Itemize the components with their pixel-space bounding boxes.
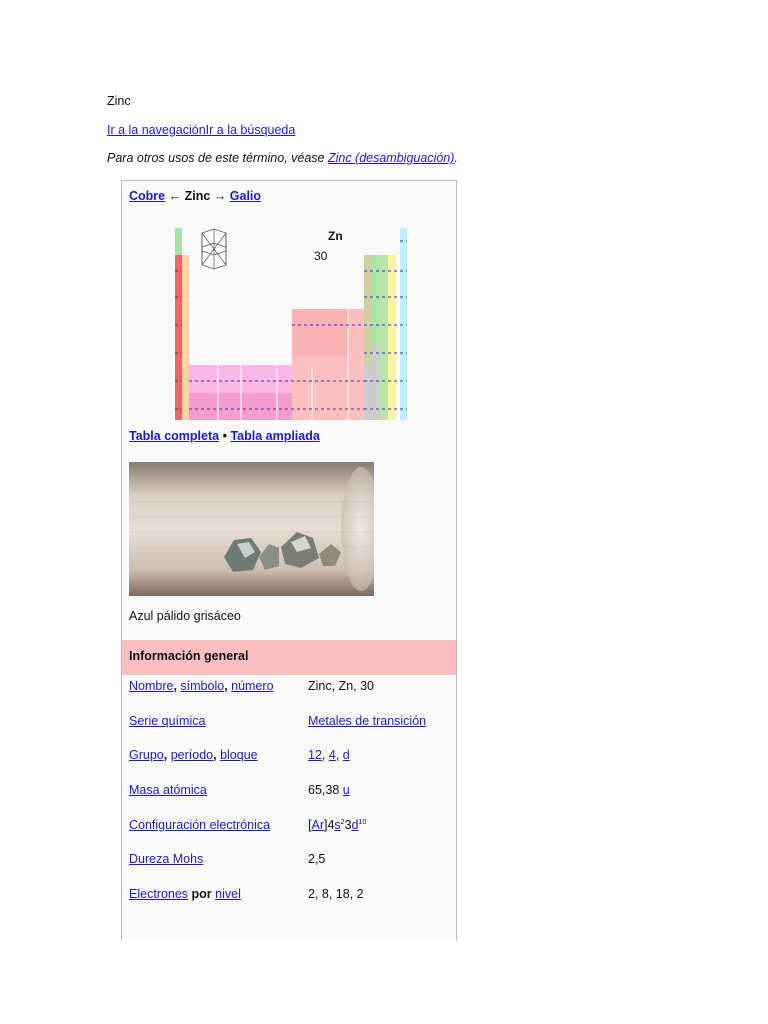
mohs-hardness-link[interactable]: Dureza Mohs: [129, 852, 204, 866]
atomic-mass-link[interactable]: Masa atómica: [129, 783, 207, 797]
row-label: Electrones por nivel: [129, 887, 241, 901]
group-link[interactable]: Grupo: [129, 748, 164, 762]
row-label: Nombre, símbolo, número: [129, 679, 274, 693]
element-infobox: [121, 180, 457, 941]
electron-config-value: $[Ar]4s^23d^{10}$: [308, 818, 367, 832]
row-chemical-series: [122, 714, 456, 738]
block-link[interactable]: bloque: [220, 748, 258, 762]
row-label: Grupo, período, bloque: [129, 748, 258, 762]
table-links: [129, 429, 320, 443]
transition-metals-link[interactable]: Metales de transición: [308, 714, 427, 728]
s-orbital-link[interactable]: s: [334, 818, 341, 832]
number-link[interactable]: número: [231, 679, 274, 693]
pt-h-cell: [175, 228, 182, 255]
period-value-link[interactable]: 4: [328, 748, 336, 762]
pt-noble-gas: [400, 228, 407, 420]
hatnote-suffix: .: [454, 151, 458, 165]
unit-link[interactable]: u: [342, 783, 350, 797]
row-value: [308, 783, 350, 797]
current-element: Zinc: [184, 189, 211, 203]
group-value-link[interactable]: 12: [308, 748, 322, 762]
shell-link[interactable]: nivel: [215, 887, 241, 901]
chemical-series-link[interactable]: Serie química: [129, 714, 206, 728]
full-table-link[interactable]: Tabla completa: [129, 429, 220, 443]
electron-config-link[interactable]: Configuración electrónica: [129, 818, 271, 832]
section-general-header: [122, 640, 456, 675]
sample-caption: Azul pálido grisáceo: [129, 609, 241, 623]
arrow-left-icon: ←: [168, 189, 182, 203]
bullet-separator: •: [222, 429, 227, 443]
row-atomic-mass: [122, 783, 456, 807]
element-navigation: [129, 189, 261, 203]
row-group-period-block: [122, 748, 456, 772]
periodic-table-minimap[interactable]: [122, 221, 456, 426]
row-name-symbol-number: [122, 679, 456, 703]
argon-link[interactable]: Ar: [311, 818, 324, 832]
pt-f-block-lower: [189, 393, 299, 420]
zinc-sample-photo[interactable]: [129, 462, 374, 596]
name-link[interactable]: Nombre: [129, 679, 174, 693]
prev-element-link[interactable]: Cobre: [129, 189, 166, 203]
row-value: Zinc, Zn, 30: [308, 679, 374, 693]
period-link[interactable]: período: [170, 748, 214, 762]
next-element-link[interactable]: Galio: [229, 189, 262, 203]
atomic-number: 30: [314, 249, 328, 263]
section-general-title: Información general: [129, 649, 249, 663]
row-value: 2,5: [308, 852, 326, 866]
d-orbital-link[interactable]: d: [351, 818, 359, 832]
hatnote-text: Para otros usos de este término, véase: [107, 151, 328, 165]
pt-alkali-column: [175, 255, 182, 420]
extended-table-link[interactable]: Tabla ampliada: [230, 429, 320, 443]
row-value: 12, 4, d: [308, 748, 350, 762]
disambiguation-link[interactable]: Zinc (desambiguación): [327, 151, 455, 165]
symbol-link[interactable]: símbolo: [180, 679, 225, 693]
page-title: Zinc: [107, 94, 131, 108]
element-symbol: Zn: [328, 229, 343, 243]
hatnote: [107, 151, 458, 165]
row-mohs-hardness: [122, 852, 456, 876]
pt-nonmetal-a: [372, 255, 380, 345]
row-electrons-per-shell: [122, 887, 456, 911]
pt-alkaline-column: [182, 255, 189, 420]
arrow-right-icon: →: [213, 189, 227, 203]
row-electron-configuration: [122, 818, 456, 842]
skip-links[interactable]: Ir a la navegaciónIr a la búsqueda: [107, 123, 296, 137]
electrons-link[interactable]: Electrones: [129, 887, 189, 901]
pt-d-block-highlight: [292, 309, 348, 356]
pt-nonmetal-c: [380, 255, 388, 420]
pt-halogen: [388, 255, 396, 420]
crystal-structure-icon: [202, 229, 226, 269]
row-value: 2, 8, 18, 2: [308, 887, 364, 901]
block-value-link[interactable]: d: [342, 748, 350, 762]
atomic-mass-value: 65,38: [308, 783, 343, 797]
